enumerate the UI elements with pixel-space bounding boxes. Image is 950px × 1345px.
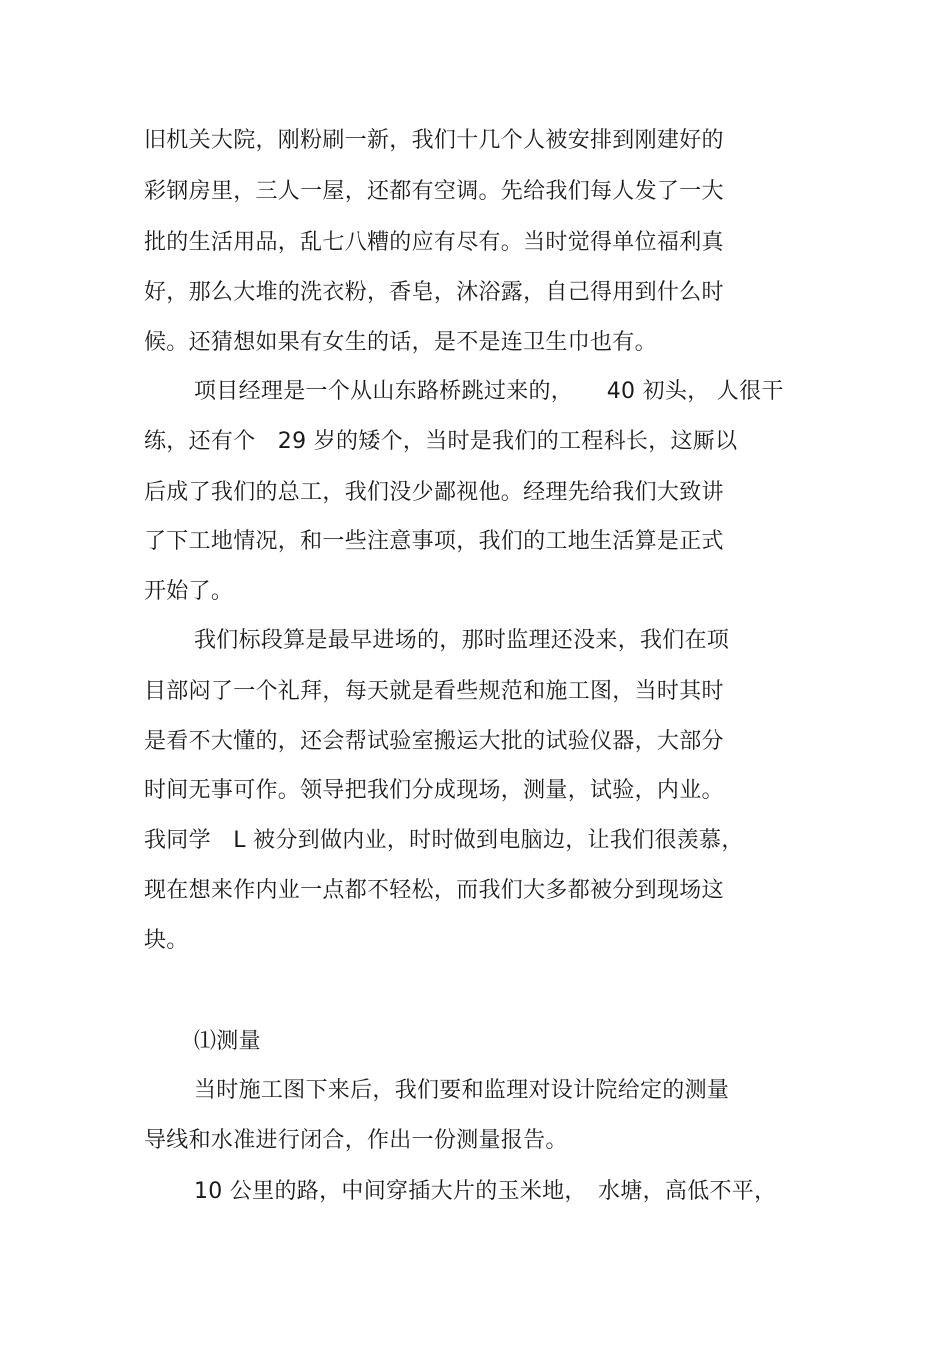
text-line: 候。还猜想如果有女生的话，是不是连卫生巾也有。 (144, 330, 657, 355)
text-line: 旧机关大院，刚粉刷一新，我们十几个人被安排到刚建好的 (144, 128, 724, 153)
text-line: 后成了我们的总工，我们没少鄙视他。经理先给我们大致讲 (144, 480, 724, 505)
text-line: 批的生活用品，乱七八糟的应有尽有。当时觉得单位福利真 (144, 230, 724, 255)
text-line: 目部闷了一个礼拜，每天就是看些规范和施工图，当时其时 (144, 679, 724, 704)
text-line: 开始了。 (144, 579, 234, 604)
text-line: 导线和水准进行闭合，作出一份测量报告。 (144, 1128, 568, 1153)
text-line: 时间无事可作。领导把我们分成现场，测量，试验，内业。 (144, 778, 724, 803)
text-line: 现在想来作内业一点都不轻松，而我们大多都被分到现场这 (144, 878, 724, 903)
text-line: 好，那么大堆的洗衣粉，香皂，沐浴露，自己得用到什么时 (144, 280, 724, 305)
paragraph-first-line: 当时施工图下来后，我们要和监理对设计院给定的测量 (194, 1078, 730, 1103)
text-line: 我同学 L 被分到做内业，时时做到电脑边，让我们很羡慕， (144, 828, 744, 853)
paragraph-first-line: 我们标段算是最早进场的，那时监理还没来，我们在项 (194, 628, 730, 653)
paragraph-first-line: 10 公里的路，中间穿插大片的玉米地， 水塘，高低不平， (194, 1179, 777, 1204)
section-heading: ⑴测量 (194, 1029, 261, 1054)
text-line: 块。 (144, 928, 189, 953)
paragraph-first-line: 项目经理是一个从山东路桥跳过来的， 40 初头， 人很干 (194, 379, 784, 404)
text-line: 彩钢房里，三人一屋，还都有空调。先给我们每人发了一大 (144, 179, 724, 204)
text-line: 是看不大懂的，还会帮试验室搬运大批的试验仪器，大部分 (144, 729, 724, 754)
text-line: 了下工地情况，和一些注意事项，我们的工地生活算是正式 (144, 529, 724, 554)
text-line: 练，还有个 29 岁的矮个，当时是我们的工程科长，这厮以 (144, 429, 738, 454)
